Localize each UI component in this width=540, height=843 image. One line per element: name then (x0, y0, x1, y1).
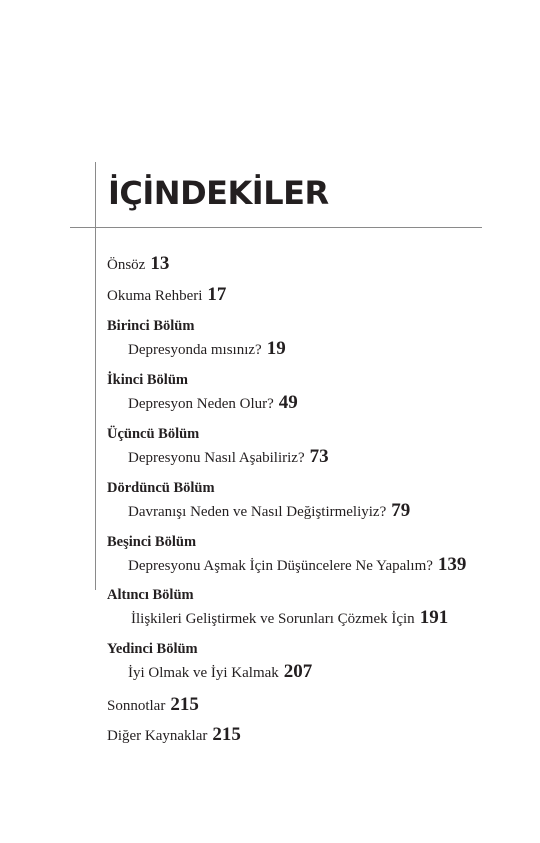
toc-chapter-entry[interactable] (128, 554, 466, 576)
toc-entry-other-resources[interactable] (107, 724, 241, 746)
toc-page-number: 49 (278, 392, 298, 413)
toc-page-number: 215 (212, 724, 241, 745)
toc-entry-title: Okuma Rehberi (107, 288, 203, 304)
toc-page-number: 207 (283, 661, 313, 682)
toc-entry-title: Önsöz (107, 257, 146, 273)
chapter-heading: İkinci Bölüm (107, 372, 188, 388)
toc-page-number: 19 (266, 338, 286, 359)
toc-entry-title: Davranışı Neden ve Nasıl Değiştirmeliyiz? (128, 504, 387, 520)
chapter-heading: Altıncı Bölüm (107, 587, 194, 603)
toc-page-number: 215 (170, 694, 199, 715)
toc-chapter-entry[interactable] (128, 500, 410, 522)
chapter-heading: Dördüncü Bölüm (107, 480, 215, 496)
toc-entry-title: Depresyonu Nasıl Aşabiliriz? (128, 450, 305, 466)
toc-entry-title: İlişkileri Geliştirmek ve Sorunları Çözmek İçin (131, 611, 415, 627)
toc-entry-preface[interactable] (107, 253, 169, 275)
toc-entry-reading-guide[interactable] (107, 284, 226, 306)
toc-page-number: 191 (419, 607, 449, 628)
toc-page-number: 13 (150, 253, 170, 274)
toc-entry-title: İyi Olmak ve İyi Kalmak (128, 665, 279, 681)
toc-entry-title: Depresyonda mısınız? (128, 342, 262, 358)
page-title: İÇİNDEKİLER (108, 174, 329, 212)
toc-page-number: 73 (309, 446, 329, 467)
toc-chapter-entry[interactable] (128, 446, 329, 468)
toc-entry-title: Depresyonu Aşmak İçin Düşüncelere Ne Yapalım? (128, 558, 433, 574)
toc-entry-title: Diğer Kaynaklar (107, 728, 208, 744)
toc-page-number: 17 (207, 284, 227, 305)
chapter-heading: Üçüncü Bölüm (107, 426, 200, 442)
toc-chapter-entry[interactable] (128, 338, 286, 360)
chapter-heading: Yedinci Bölüm (107, 641, 198, 657)
toc-entry-title: Sonnotlar (107, 698, 166, 714)
chapter-heading: Beşinci Bölüm (107, 534, 197, 550)
toc-chapter-entry[interactable] (128, 661, 312, 683)
toc-page-number: 139 (437, 554, 467, 575)
toc-entry-endnotes[interactable] (107, 694, 199, 716)
toc-chapter-entry[interactable] (131, 607, 448, 629)
chapter-heading: Birinci Bölüm (107, 318, 195, 334)
toc-entry-title: Depresyon Neden Olur? (128, 396, 274, 412)
toc-page-number: 79 (391, 500, 411, 521)
toc-chapter-entry[interactable] (128, 392, 298, 414)
